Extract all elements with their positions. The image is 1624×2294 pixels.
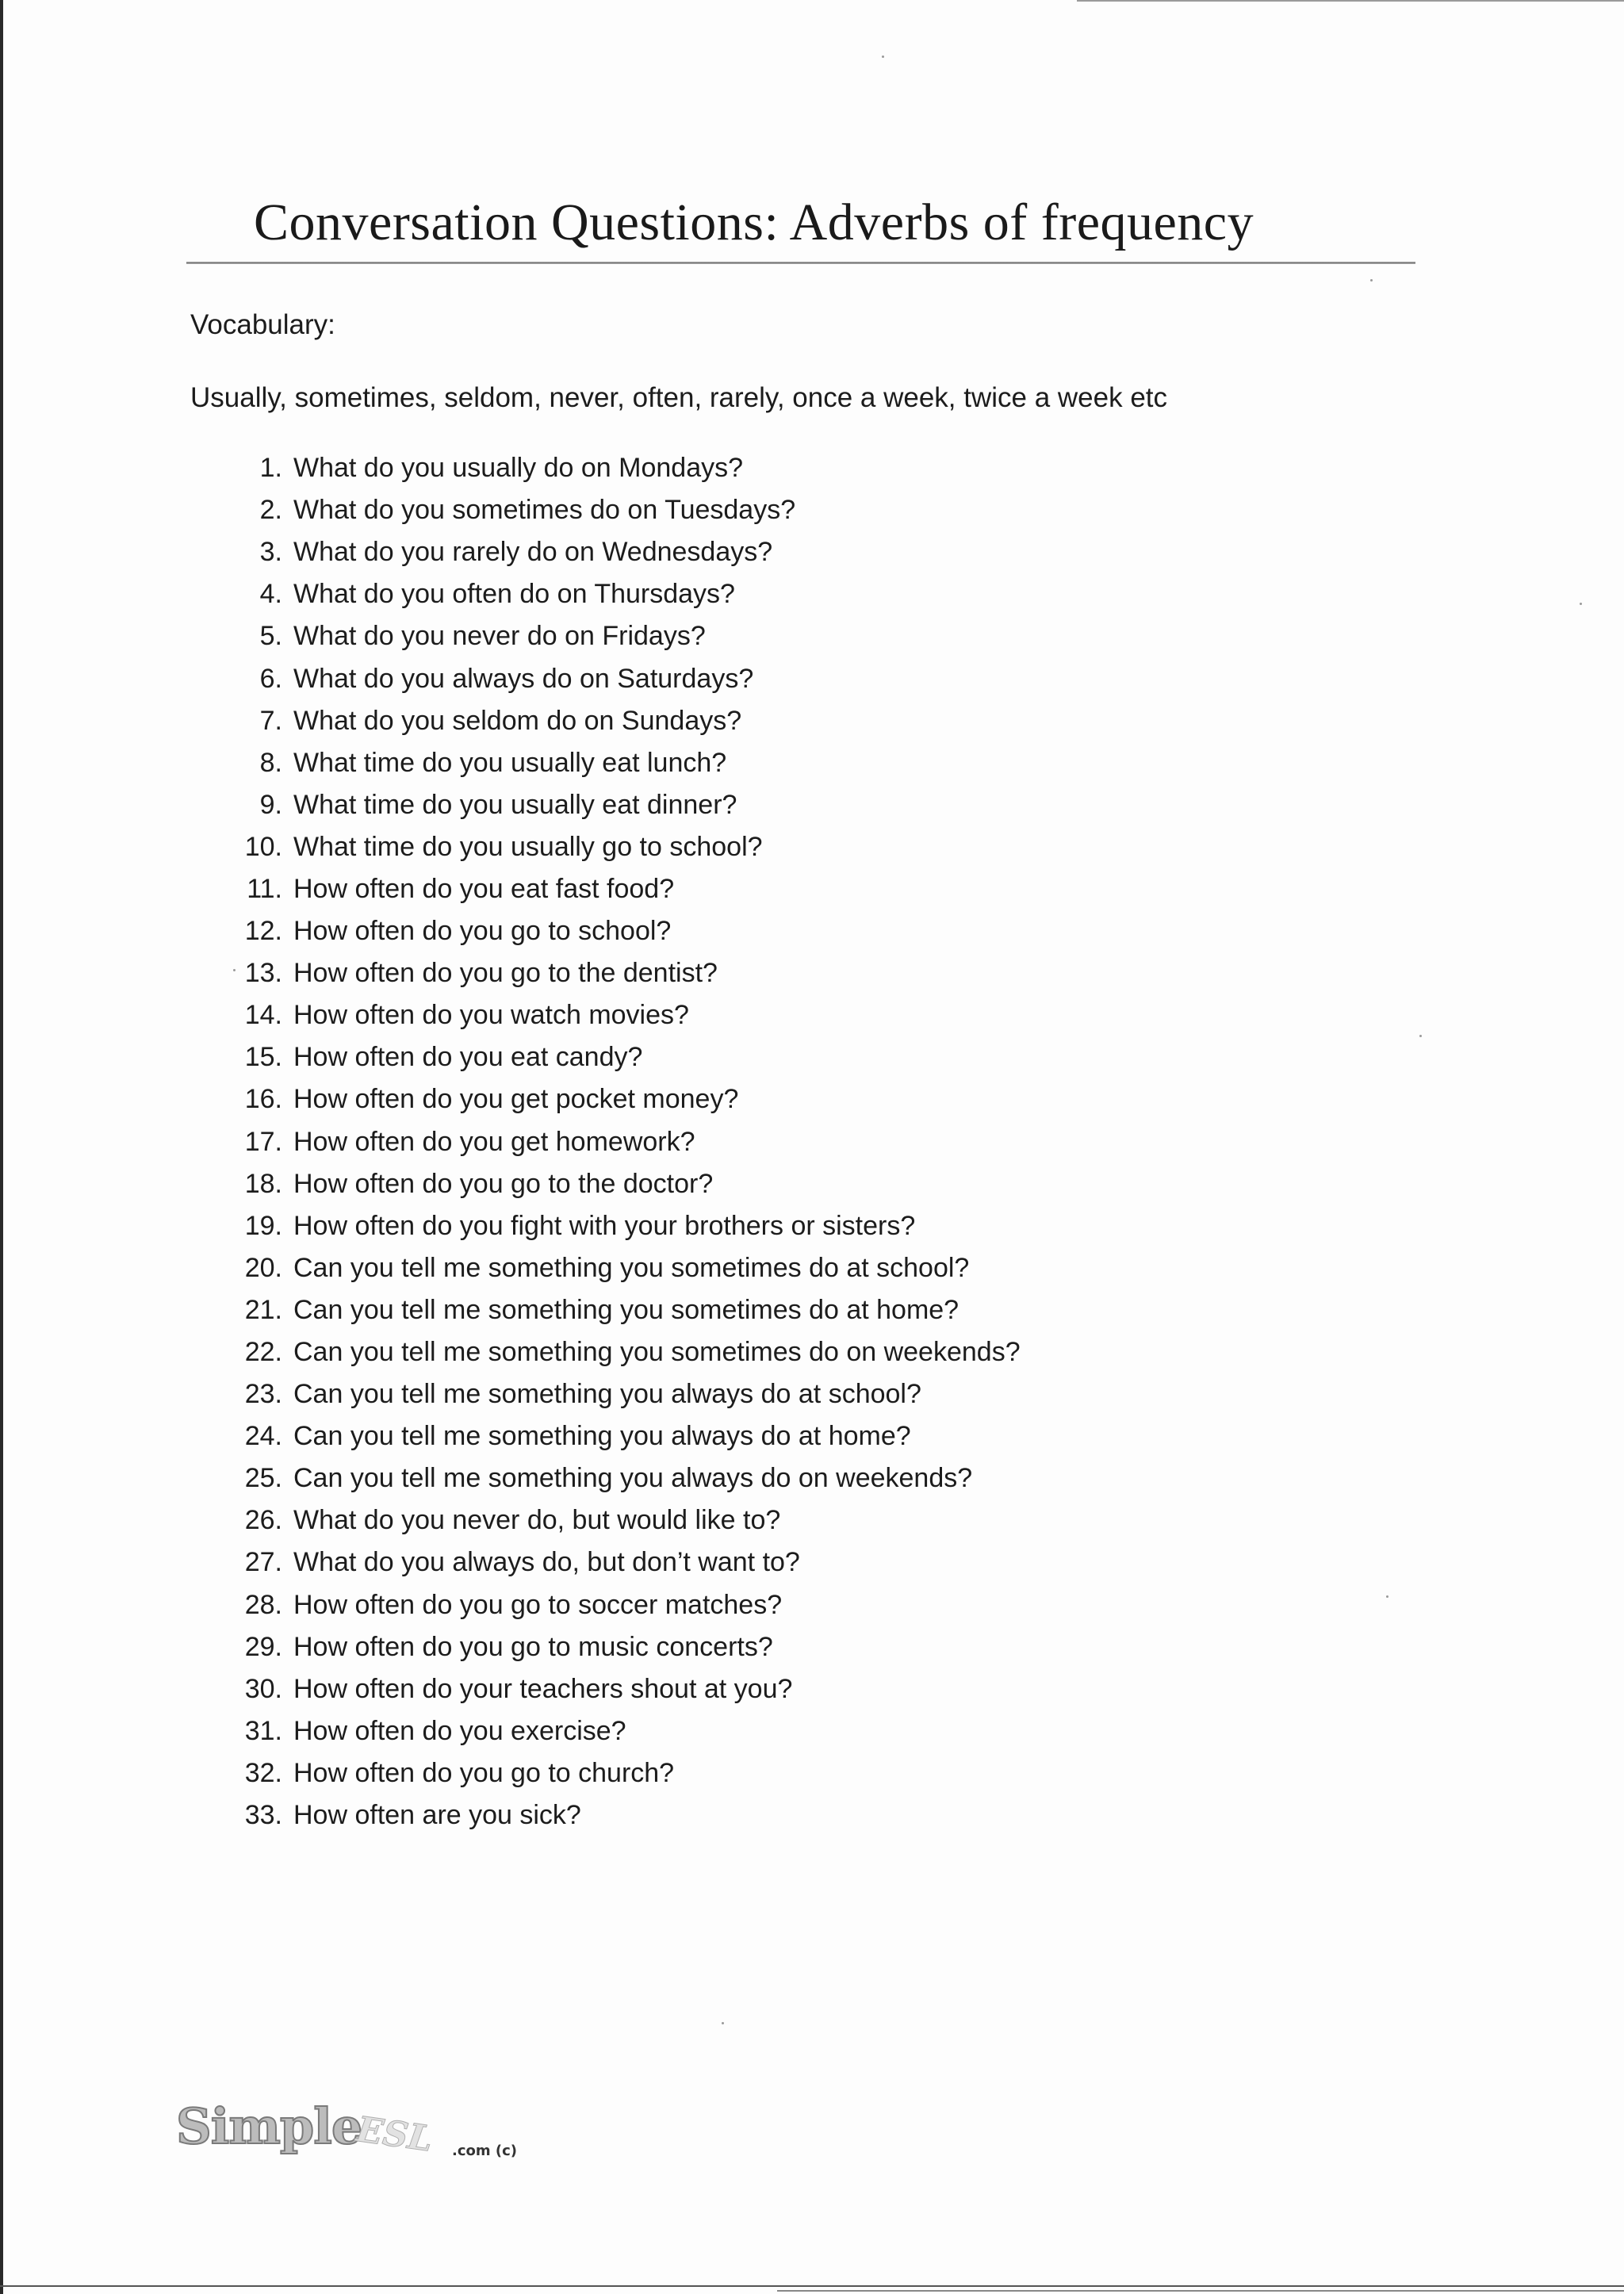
- question-number: 3.: [259, 537, 282, 568]
- list-item: [222, 615, 1021, 657]
- question-text: Can you tell me something you always do at school?: [293, 1379, 921, 1410]
- question-number: 8.: [259, 747, 282, 778]
- question-number: 16.: [244, 1084, 282, 1115]
- question-text: What do you always do, but don’t want to?: [293, 1547, 800, 1578]
- list-item: [222, 447, 1021, 489]
- question-text: How often do your teachers shout at you?: [293, 1673, 793, 1704]
- question-number: 6.: [259, 663, 282, 694]
- scan-speck: [1580, 603, 1582, 605]
- question-number: 28.: [244, 1589, 282, 1620]
- list-item: [222, 1247, 1021, 1289]
- question-number: 29.: [244, 1631, 282, 1662]
- list-item: [222, 952, 1021, 994]
- question-text: Can you tell me something you always do at home?: [293, 1421, 911, 1452]
- question-text: Can you tell me something you sometimes do at home?: [293, 1294, 959, 1325]
- list-item: [222, 1163, 1021, 1205]
- question-text: How often do you go to the doctor?: [293, 1168, 714, 1199]
- question-text: How often do you go to music concerts?: [293, 1631, 773, 1662]
- list-item: [222, 1457, 1021, 1499]
- question-text: What do you rarely do on Wednesdays?: [293, 537, 773, 568]
- question-number: 23.: [244, 1379, 282, 1410]
- list-item: [222, 1584, 1021, 1626]
- page-title: Conversation Questions: Adverbs of frequency: [254, 193, 1254, 251]
- question-text: How often do you exercise?: [293, 1715, 626, 1746]
- scan-speck: [1370, 279, 1373, 281]
- question-text: Can you tell me something you sometimes do on weekends?: [293, 1337, 1021, 1368]
- question-text: What time do you usually eat dinner?: [293, 789, 737, 820]
- question-number: 30.: [244, 1673, 282, 1704]
- question-number: 25.: [244, 1463, 282, 1494]
- question-number: 19.: [244, 1210, 282, 1241]
- list-item: [222, 994, 1021, 1036]
- question-text: What do you never do on Fridays?: [293, 621, 706, 652]
- question-number: 22.: [244, 1337, 282, 1368]
- question-number: 5.: [259, 621, 282, 652]
- question-text: What do you usually do on Mondays?: [293, 453, 744, 484]
- scan-edge-top: [1077, 0, 1624, 2]
- question-number: 1.: [259, 453, 282, 484]
- list-item: [222, 1541, 1021, 1584]
- scan-speck: [1419, 1035, 1422, 1037]
- question-text: How often are you sick?: [293, 1800, 581, 1831]
- question-number: 11.: [247, 873, 282, 904]
- list-item: [222, 1499, 1021, 1541]
- list-item: [222, 573, 1021, 615]
- list-item: [222, 1289, 1021, 1331]
- question-text: Can you tell me something you sometimes do at school?: [293, 1252, 970, 1283]
- question-number: 13.: [244, 958, 282, 989]
- scan-edge-bottom-secondary: [777, 2290, 1624, 2292]
- question-number: 27.: [244, 1547, 282, 1578]
- question-number: 32.: [244, 1757, 282, 1788]
- list-item: [222, 1794, 1021, 1836]
- list-item: [222, 1373, 1021, 1415]
- question-text: How often do you eat candy?: [293, 1042, 643, 1073]
- question-text: What do you seldom do on Sundays?: [293, 705, 742, 736]
- list-item: [222, 700, 1021, 742]
- question-text: How often do you watch movies?: [293, 1000, 689, 1031]
- list-item: [222, 1078, 1021, 1120]
- list-item: [222, 1415, 1021, 1457]
- question-text: How often do you get homework?: [293, 1126, 695, 1157]
- vocabulary-words: Usually, sometimes, seldom, never, often, rarely, once a week, twice a week etc: [190, 382, 1168, 413]
- logo-text-simple: Simple: [176, 2097, 362, 2155]
- question-text: How often do you go to soccer matches?: [293, 1589, 783, 1620]
- list-item: [222, 1331, 1021, 1373]
- question-number: 31.: [244, 1715, 282, 1746]
- scan-edge-left: [0, 0, 3, 2294]
- question-list: [222, 447, 1021, 1836]
- question-number: 14.: [244, 1000, 282, 1031]
- question-number: 21.: [244, 1294, 282, 1325]
- question-text: How often do you get pocket money?: [293, 1084, 739, 1115]
- question-number: 10.: [244, 831, 282, 862]
- list-item: [222, 1036, 1021, 1078]
- question-number: 17.: [244, 1126, 282, 1157]
- question-number: 26.: [244, 1505, 282, 1536]
- question-text: What do you always do on Saturdays?: [293, 663, 754, 694]
- title-underline: [186, 262, 1415, 264]
- question-number: 4.: [259, 579, 282, 610]
- question-text: How often do you go to the dentist?: [293, 958, 718, 989]
- list-item: [222, 784, 1021, 826]
- list-item: [222, 657, 1021, 699]
- simpleesl-logo: [176, 2095, 518, 2174]
- question-number: 33.: [244, 1800, 282, 1831]
- question-text: How often do you go to school?: [293, 916, 672, 947]
- scan-speck: [882, 56, 884, 58]
- question-text: What do you never do, but would like to?: [293, 1505, 781, 1536]
- list-item: [222, 489, 1021, 531]
- list-item: [222, 1752, 1021, 1794]
- list-item: [222, 910, 1021, 952]
- scan-edge-bottom: [0, 2285, 1624, 2287]
- question-text: What time do you usually go to school?: [293, 831, 763, 862]
- question-number: 18.: [244, 1168, 282, 1199]
- question-number: 12.: [244, 916, 282, 947]
- question-text: Can you tell me something you always do on weekends?: [293, 1463, 973, 1494]
- list-item: [222, 826, 1021, 868]
- list-item: [222, 1626, 1021, 1668]
- question-text: What do you often do on Thursdays?: [293, 579, 735, 610]
- scan-speck: [722, 2022, 724, 2024]
- question-text: How often do you fight with your brothers or sisters?: [293, 1210, 916, 1241]
- list-item: [222, 1205, 1021, 1247]
- vocabulary-label: Vocabulary:: [190, 309, 335, 340]
- list-item: [222, 531, 1021, 573]
- question-number: 7.: [259, 705, 282, 736]
- question-text: What do you sometimes do on Tuesdays?: [293, 495, 796, 526]
- question-number: 2.: [259, 495, 282, 526]
- list-item: [222, 742, 1021, 784]
- logo-text-esl: ESL: [354, 2108, 435, 2160]
- list-item: [222, 1121, 1021, 1163]
- question-text: How often do you go to church?: [293, 1757, 675, 1788]
- question-number: 9.: [259, 789, 282, 820]
- scan-speck: [1386, 1595, 1388, 1598]
- question-text: How often do you eat fast food?: [293, 873, 675, 904]
- logo-suffix: .com (c): [452, 2143, 518, 2159]
- list-item: [222, 1668, 1021, 1710]
- question-number: 15.: [244, 1042, 282, 1073]
- list-item: [222, 1710, 1021, 1752]
- list-item: [222, 868, 1021, 910]
- question-number: 20.: [244, 1252, 282, 1283]
- question-number: 24.: [244, 1421, 282, 1452]
- question-text: What time do you usually eat lunch?: [293, 747, 727, 778]
